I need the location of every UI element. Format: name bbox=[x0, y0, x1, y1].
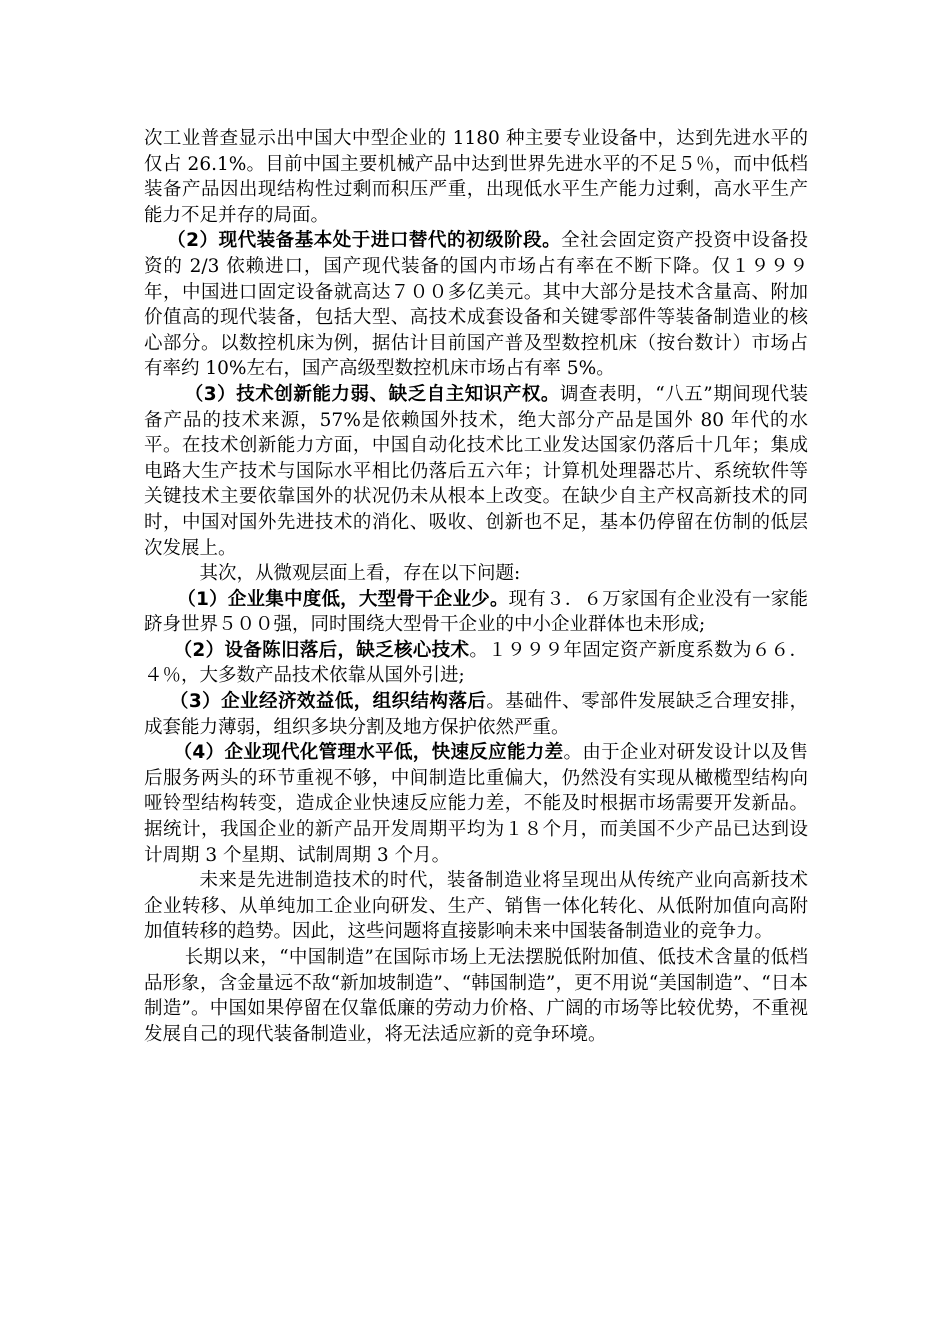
paragraph-efficiency bbox=[144, 689, 808, 740]
paragraph-micro-intro bbox=[144, 561, 808, 587]
paragraph-concentration bbox=[144, 587, 808, 638]
paragraph-made-in-china bbox=[144, 945, 808, 1047]
paragraph-heading: （1）企业集中度低，大型骨干企业少。 bbox=[177, 588, 509, 610]
paragraph-text: 。由于企业对研发设计以及售后服务两头的环节重视不够，中间制造比重偏大，仍然没有实现从橄榄型结构向哑铃型结构转变，造成企业快速反应能力差，不能及时根据市场需要开发新品。据统计，我国企业的新产品开发周期平均为１８个月，而美国不少产品已达到设计周期 3 个星期、试制周期 3 个月。 bbox=[144, 742, 808, 866]
paragraph-heading: （3）企业经济效益低，组织结构落后 bbox=[169, 691, 487, 713]
paragraph-heading: （2）设备陈旧落后，缺乏核心技术 bbox=[173, 639, 470, 661]
paragraph-text: 其次，从微观层面上看，存在以下问题: bbox=[199, 563, 521, 585]
paragraph-innovation bbox=[144, 382, 808, 561]
paragraph-text: 调查表明，“八五”期间现代装备产品的技术来源，57%是依赖国外技术，绝大部分产品是国外 80 年代的水平。在技术创新能力方面，中国自动化技术比工业发达国家仍落后十几年；集成电路大生产技术与国际水平相比仍落后五六年；计算机处理器芯片、系统软件等关键技术主要依靠国外的状况仍未从根本上改变。在缺少自主产权高新技术的同时，中国对国外先进技术的消化、吸收、创新也不足，基本仍停留在仿制的低层次发展上。 bbox=[144, 383, 808, 559]
paragraph-text: 全社会固定资产投资中设备投资的 2/3 依赖进口，国产现代装备的国内市场占有率在不断下降。仅１９９９年，中国进口固定设备就高达７００多亿美元。其中大部分是技术含量高、附加价值高的现代装备，包括大型、高技术成套设备和关键零部件等装备制造业的核心部分。以数控机床为例，据估计目前国产普及型数控机床（按台数计）市场占有率约 10%左右，国产高级型数控机床市场占有率 5%。 bbox=[144, 230, 809, 380]
paragraph-survey-continued bbox=[144, 126, 808, 228]
paragraph-text: 未来是先进制造技术的时代，装备制造业将呈现出从传统产业向高新技术企业转移、从单纯加工企业向研发、生产、销售一体化转化、从低附加值向高附加值转移的趋势。因此，这些问题将直接影响未来中国装备制造业的竞争力。 bbox=[144, 870, 808, 943]
paragraph-text: 。基础件、零部件发展缺乏合理安排，成套能力薄弱，组织多块分割及地方保护依然严重。 bbox=[144, 691, 808, 738]
paragraph-text: 次工业普查显示出中国大中型企业的 1180 种主要专业设备中，达到先进水平的仅占 26.1%。目前中国主要机械产品中达到世界先进水平的不足５％，而中低档装备产品因出现结构性过剩而积压严重，出现低水平生产能力过剩，高水平生产能力不足并存的局面。 bbox=[144, 128, 808, 226]
paragraph-management bbox=[144, 740, 808, 868]
paragraph-text: 长期以来，“中国制造”在国际市场上无法摆脱低附加值、低技术含量的低档品形象，含金量远不敌“新加坡制造”、“韩国制造”，更不用说“美国制造”、“日本制造”。中国如果停留在仅靠低廉的劳动力价格、广阔的市场等比较优势，不重视发展自己的现代装备制造业，将无法适应新的竞争环境。 bbox=[144, 947, 808, 1045]
paragraph-future bbox=[144, 868, 808, 945]
paragraph-heading: （4）企业现代化管理水平低，快速反应能力差 bbox=[173, 742, 564, 764]
paragraph-heading: （3）技术创新能力弱、缺乏自主知识产权。 bbox=[184, 383, 560, 405]
paragraph-text: 现有３．６万家国有企业没有一家能跻身世界５００强，同时围绕大型骨干企业的中小企业群体也未形成; bbox=[144, 588, 808, 636]
paragraph-text: 。１９９９年固定资产新度系数为６６．４％，大多数产品技术依靠从国外引进; bbox=[144, 639, 808, 687]
document-body bbox=[144, 126, 808, 1047]
paragraph-heading: （2）现代装备基本处于进口替代的初级阶段。 bbox=[167, 230, 562, 252]
paragraph-equipment bbox=[144, 638, 808, 689]
paragraph-import-substitution bbox=[144, 228, 808, 382]
